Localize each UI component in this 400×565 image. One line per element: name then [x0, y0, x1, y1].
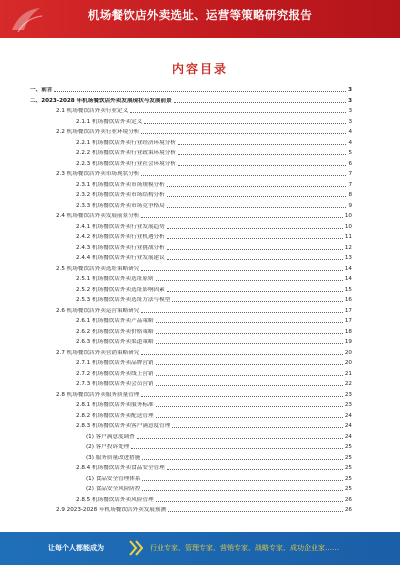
toc-leader-dots [172, 301, 343, 302]
toc-entry[interactable] [30, 325, 352, 336]
toc-entry-label: 2.4.3 机场餐饮店外卖行业挑战分析 [76, 244, 165, 251]
toc-entry[interactable] [30, 94, 352, 105]
toc-entry-label: 2.6.1 机场餐饮店外卖产品策略 [76, 318, 154, 324]
toc-leader-dots [142, 490, 342, 491]
toc-leader-dots [156, 333, 343, 334]
toc-leader-dots [141, 175, 346, 176]
toc-entry[interactable] [30, 461, 352, 472]
toc-entry-label: 2.4.4 机场餐饮店外卖行业发展建议 [76, 255, 165, 261]
toc-entry-page: 24 [344, 423, 352, 429]
toc-entry[interactable] [30, 104, 352, 115]
toc-entry[interactable] [30, 262, 352, 273]
toc-leader-dots [156, 501, 343, 502]
toc-entry-label: 2.7.3 机场餐饮店外卖会员营销 [76, 381, 154, 387]
toc-entry-page: 25 [344, 486, 352, 492]
toc-entry-label: 2.6 机场餐饮店外卖运营策略研究 [56, 307, 140, 314]
toc-leader-dots [156, 406, 343, 407]
toc-entry-label: 2.5 机场餐饮店外卖选址策略研究 [56, 265, 140, 272]
toc-leader-dots [141, 133, 346, 134]
toc-entry-label: 2.6.2 机场餐饮店外卖价格策略 [76, 328, 154, 335]
toc-entry-page: 18 [344, 328, 352, 335]
toc-entry[interactable] [30, 283, 352, 294]
toc-entry-label: 2.2.1 机场餐饮店外卖行业经济环境分析 [76, 139, 176, 146]
toc-entry[interactable] [30, 220, 352, 231]
toc-leader-dots [178, 144, 347, 145]
toc-entry-page: 8 [348, 192, 352, 198]
toc-entry-page: 3 [348, 97, 352, 104]
toc-entry[interactable] [30, 167, 352, 178]
toc-entry[interactable] [30, 367, 352, 378]
toc-leader-dots [168, 511, 343, 512]
toc-entry[interactable] [30, 419, 352, 430]
toc-entry-label: 2.5.3 机场餐饮店外卖选址方法与模型 [76, 297, 171, 303]
toc-leader-dots [141, 270, 342, 271]
toc-entry-page: 17 [344, 307, 352, 314]
toc-leader-dots [156, 280, 343, 281]
toc-entry-label: 2.8.5 机场餐饮店外卖风险管理 [76, 496, 154, 503]
toc-entry[interactable] [30, 115, 352, 126]
toc-leader-dots [156, 322, 343, 323]
toc-leader-dots [167, 228, 343, 229]
toc-leader-dots [141, 396, 342, 397]
toc-entry[interactable] [30, 346, 352, 357]
toc-leader-dots [141, 312, 342, 313]
toc-entry[interactable] [30, 304, 352, 315]
toc-entry[interactable] [30, 136, 352, 147]
toc-entry-page: 25 [344, 465, 352, 471]
toc-title: 内容目录 [171, 62, 228, 76]
footer-slogan: 让每个人都能成为 [48, 544, 104, 552]
toc-entry-page: 24 [344, 412, 352, 419]
toc-entry[interactable] [30, 293, 352, 304]
toc-entry-label: (2) 客户投诉处理 [86, 444, 130, 450]
toc-leader-dots [131, 448, 343, 449]
toc-entry[interactable] [30, 482, 352, 493]
toc-entry-label: 2.1 机场餐饮店外卖行业定义 [56, 108, 129, 114]
toc-entry[interactable] [30, 199, 352, 210]
toc-entry[interactable] [30, 146, 352, 157]
toc-leader-dots [54, 91, 346, 92]
toc-entry-page: 26 [344, 507, 352, 513]
toc-entry-page: 5 [348, 150, 352, 156]
toc-entry-page: 25 [344, 475, 352, 482]
toc-leader-dots [167, 238, 343, 239]
toc-entry[interactable] [30, 356, 352, 367]
toc-entry-page: 7 [348, 171, 352, 177]
toc-entry-label: 2.2.3 机场餐饮店外卖行业社会环境分析 [76, 160, 176, 167]
toc-entry-page: 23 [344, 391, 352, 398]
toc-entry[interactable] [30, 398, 352, 409]
toc-leader-dots [167, 259, 343, 260]
toc-entry-label: 2.8.2 机场餐饮店外卖配送管理 [76, 412, 154, 419]
toc-leader-dots [156, 364, 343, 365]
toc-entry-page: 10 [344, 223, 352, 230]
toc-entry-label: (3) 服务质量改进措施 [86, 454, 141, 461]
toc-entry[interactable] [30, 178, 352, 189]
toc-leader-dots [156, 385, 343, 386]
toc-entry-label: 2.4.2 机场餐饮店外卖行业机遇分析 [76, 234, 165, 240]
footer-tagline: 行业专家、管理专家、营销专家、战略专家、成功企业家…… [150, 544, 339, 552]
toc-entry[interactable] [30, 83, 352, 94]
header-title: 机场餐饮店外卖选址、运营等策略研究报告 [87, 8, 313, 22]
toc-entry[interactable] [30, 125, 352, 136]
toc-entry-label: (1) 客户满意度调查 [86, 433, 135, 440]
toc-entry-page: 21 [344, 370, 352, 377]
toc-entry-page: 14 [344, 265, 352, 272]
toc-entry-page: 17 [344, 318, 352, 324]
toc-entry[interactable] [30, 440, 352, 451]
toc-entry[interactable] [30, 188, 352, 199]
toc-entry-label: 2.3.3 机场餐饮店外卖市场竞争格局 [76, 202, 165, 209]
toc-leader-dots [167, 207, 347, 208]
toc-entry-page: 12 [344, 244, 352, 251]
toc-entry[interactable] [30, 503, 352, 514]
toc-entry-page: 25 [344, 444, 352, 450]
toc-entry-label: 2.8.3 机场餐饮店外卖客户满意度管理 [76, 423, 171, 429]
toc-leader-dots [141, 354, 342, 355]
arrow-icon [128, 539, 144, 557]
toc-entry-label: 2.8 机场餐饮店外卖服务质量管理 [56, 391, 140, 398]
toc-entry-page: 7 [348, 181, 352, 188]
toc-entry[interactable] [30, 493, 352, 504]
toc-entry[interactable] [30, 451, 352, 462]
toc-entry-label: 2.6.3 机场餐饮店外卖渠道策略 [76, 339, 154, 345]
toc-entry-label: 二、2023-2028 年机场餐饮店外卖发展现状与发展前景 [30, 97, 172, 104]
table-of-contents [30, 83, 352, 514]
page-footer [0, 532, 400, 565]
toc-entry-label: 2.8.1 机场餐饮店外卖服务标准 [76, 402, 154, 408]
toc-entry-label: 2.5.2 机场餐饮店外卖选址影响因素 [76, 286, 165, 293]
toc-leader-dots [167, 249, 343, 250]
toc-leader-dots [178, 154, 347, 155]
toc-entry-label: 2.7.1 机场餐饮店外卖品牌营销 [76, 360, 154, 366]
toc-entry-page: 4 [348, 129, 352, 135]
toc-entry-page: 11 [344, 234, 352, 240]
toc-entry[interactable] [30, 241, 352, 252]
toc-entry-label: 2.9 2023-2028 年机场餐饮店外卖发展预测 [56, 507, 167, 513]
toc-entry[interactable] [30, 377, 352, 388]
page-header [0, 0, 400, 38]
toc-entry-label: (2) 食品安全风险防控 [86, 486, 141, 492]
toc-entry[interactable] [30, 209, 352, 220]
toc-entry[interactable] [30, 272, 352, 283]
toc-leader-dots [144, 123, 346, 124]
toc-entry-label: 一、前言 [30, 87, 53, 93]
toc-leader-dots [167, 469, 343, 470]
toc-entry-page: 25 [344, 454, 352, 461]
toc-leader-dots [167, 196, 347, 197]
toc-entry[interactable] [30, 157, 352, 168]
toc-entry[interactable] [30, 472, 352, 483]
toc-entry-page: 19 [344, 339, 352, 345]
toc-entry[interactable] [30, 388, 352, 399]
toc-entry-label: 2.4 机场餐饮店外卖发展前景分析 [56, 213, 140, 219]
toc-entry-page: 20 [344, 349, 352, 356]
toc-entry-label: 2.4.1 机场餐饮店外卖行业发展趋势 [76, 223, 165, 230]
toc-entry[interactable] [30, 335, 352, 346]
toc-entry[interactable] [30, 409, 352, 420]
toc-entry-page: 3 [348, 118, 352, 125]
toc-entry-page: 3 [348, 87, 352, 93]
toc-entry-page: 10 [344, 213, 352, 219]
toc-entry-label: 2.3.2 机场餐饮店外卖市场结构分析 [76, 192, 165, 198]
toc-entry-label: 2.5.1 机场餐饮店外卖选址原则 [76, 276, 154, 282]
toc-leader-dots [167, 291, 343, 292]
toc-entry-label: 2.7 机场餐饮店外卖营销策略研究 [56, 349, 140, 356]
toc-entry-page: 6 [348, 160, 352, 167]
toc-entry-label: 2.3.1 机场餐饮店外卖市场规模分析 [76, 181, 165, 188]
toc-entry-page: 14 [344, 276, 352, 282]
toc-leader-dots [141, 217, 342, 218]
toc-leader-dots [142, 459, 342, 460]
toc-leader-dots [156, 417, 343, 418]
toc-entry[interactable] [30, 230, 352, 241]
toc-leader-dots [156, 375, 343, 376]
toc-entry[interactable] [30, 430, 352, 441]
toc-entry-page: 22 [344, 381, 352, 387]
toc-entry-page: 16 [344, 297, 352, 303]
toc-leader-dots [174, 102, 346, 103]
toc-entry-page: 13 [344, 255, 352, 261]
toc-entry-page: 4 [348, 139, 352, 146]
toc-entry-label: 2.1.1 机场餐饮店外卖定义 [76, 118, 143, 125]
toc-entry-page: 20 [344, 360, 352, 366]
toc-entry-label: 2.8.4 机场餐饮店外卖食品安全管理 [76, 465, 165, 471]
toc-leader-dots [130, 112, 346, 113]
toc-entry-label: 2.2 机场餐饮店外卖行业环境分析 [56, 129, 140, 135]
toc-entry-label: 2.3 机场餐饮店外卖市场现状分析 [56, 171, 140, 177]
toc-leader-dots [172, 427, 343, 428]
toc-entry-page: 3 [348, 108, 352, 114]
toc-leader-dots [156, 343, 343, 344]
toc-leader-dots [137, 438, 343, 439]
toc-entry-page: 15 [344, 286, 352, 293]
toc-entry-label: 2.7.2 机场餐饮店外卖线上营销 [76, 370, 154, 377]
toc-entry[interactable] [30, 251, 352, 262]
toc-entry-page: 9 [348, 202, 352, 209]
toc-leader-dots [178, 165, 347, 166]
toc-entry-page: 23 [344, 402, 352, 408]
toc-entry-label: (1) 食品安全管理体系 [86, 475, 141, 482]
toc-entry-page: 24 [344, 433, 352, 440]
toc-entry[interactable] [30, 314, 352, 325]
toc-leader-dots [142, 480, 342, 481]
toc-leader-dots [167, 186, 347, 187]
toc-entry-page: 26 [344, 496, 352, 503]
toc-entry-label: 2.2.2 机场餐饮店外卖行业政策环境分析 [76, 150, 176, 156]
